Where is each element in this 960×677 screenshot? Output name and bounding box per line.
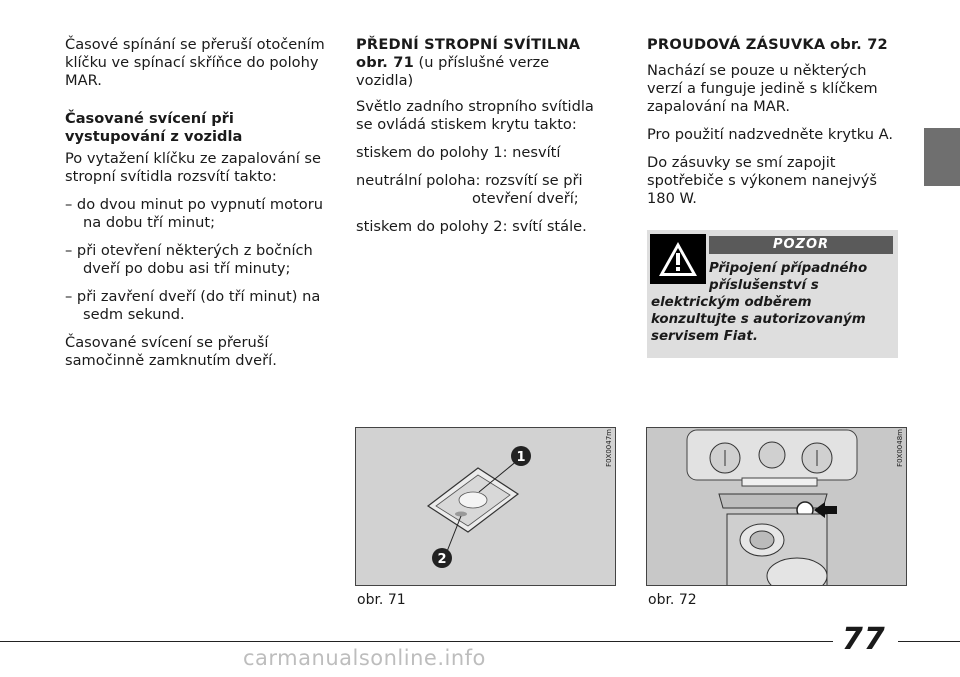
middle-column [356,36,604,246]
warning-text [651,260,891,345]
paragraph: Po vytažení klíčku ze zapalování se stropní svítidla rozsvítí takto: [65,150,322,185]
list-item: – při otevření některých z bočních dveří po dobu asi tří minuty; [65,242,313,277]
paragraph: Časované svícení se přeruší samočinně zamknutím dveří. [65,334,277,369]
paragraph: Časové spínání se přeruší otočením klíčku ve spínací skříňce do polohy MAR. [65,36,325,89]
list-item: – při zavření dveří (do tří minut) na sedm sekund. [65,288,321,323]
figure-caption: obr. 71 [357,592,406,608]
warning-line: elektrickým odběrem konzultujte s autorizovaným servisem Fiat. [651,295,866,344]
neutral-line-1: neutrální poloha: rozsvítí se při [356,172,583,189]
left-column [65,36,327,380]
section-heading: PŘEDNÍ STROPNÍ SVÍTILNA [356,36,581,53]
paragraph: Pro použití nadzvedněte krytku A. [647,126,893,143]
callout-2: 2 [437,552,447,567]
section-tab [924,128,960,186]
figure-72-power-socket [646,427,907,586]
figure-caption: obr. 72 [648,592,697,608]
paragraph: stiskem do polohy 1: nesvítí [356,144,561,161]
watermark: carmanualsonline.info [243,646,486,670]
callout-1: 1 [516,450,526,465]
paragraph [356,172,604,208]
footer-rule-right [898,641,960,642]
paragraph: Světlo zadního stropního svítidla se ovládá stiskem krytu takto: [356,98,594,133]
right-column [647,36,902,218]
figure-reference: obr. 72 [829,36,888,53]
warning-box [647,230,898,358]
neutral-line-2: otevření dveří; [472,190,579,207]
footer-rule-left [0,641,833,642]
paragraph: Do zásuvky se smí zapojit spotřebiče s výkonem nanejvýš 180 W. [647,154,877,207]
subheading: Časované svícení při vystupování z vozidla [65,110,243,145]
paragraph: Nachází se pouze u některých verzí a funguje jedině s klíčkem zapalování na MAR. [647,62,878,115]
list-item: – do dvou minut po vypnutí motoru na dobu tří minut; [65,196,323,231]
figure-reference: obr. 71 [356,54,414,71]
figure-71-ceiling-light [355,427,616,586]
warning-line: Připojení případného [709,261,868,276]
warning-title: POZOR [709,236,893,254]
figure-code: F0X0047m [605,429,613,467]
figure-code: F0X0048m [896,429,904,467]
page-number: 77 [842,622,886,657]
section-heading: PROUDOVÁ ZÁSUVKA [647,36,826,53]
figure-note: (u příslušné verze vozidla) [356,54,550,89]
warning-line: příslušenství s [709,278,819,293]
paragraph: stiskem do polohy 2: svítí stále. [356,218,587,235]
